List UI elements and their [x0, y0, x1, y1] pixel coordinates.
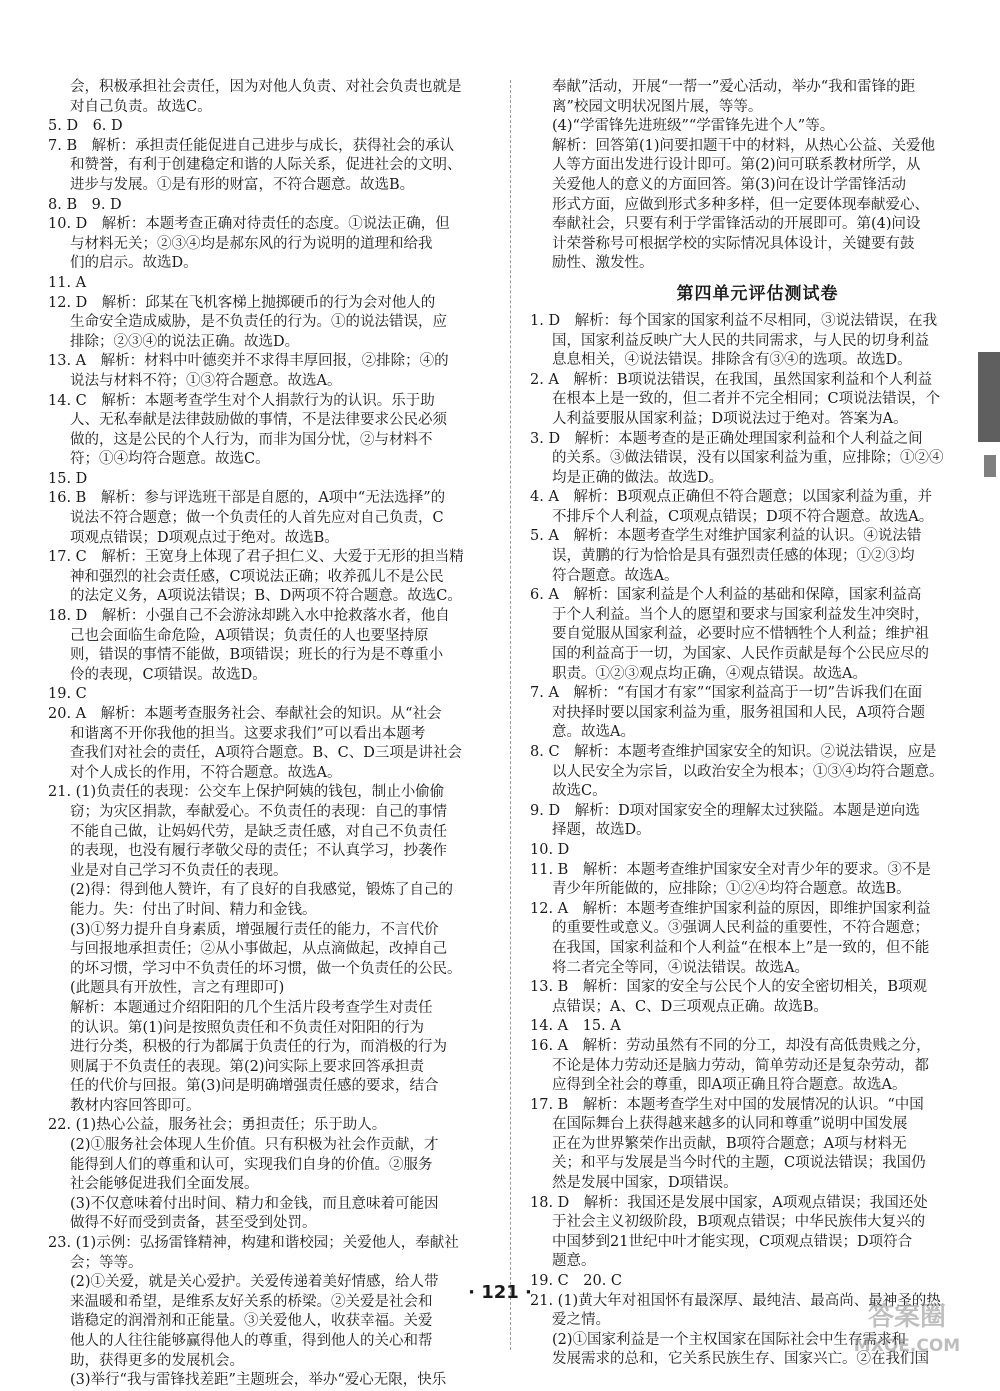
text-line: 的坏习惯，学习中不负责任的坏习惯，做一个负责任的公民。: [70, 960, 462, 977]
text-line: 会，积极承担社会责任，因为对他人负责、对社会负责也就是: [70, 79, 462, 95]
text-line: 与回报地承担责任；②从小事做起，从点滴做起，改掉自己: [70, 941, 447, 958]
text-line: 6. A 解析：国家利益是个人利益的基础和保障，国家利益高: [530, 587, 922, 604]
text-line: 进行分类，积极的行为都属于负责任的行为，而消极的行为: [70, 1039, 447, 1056]
text-line: 于社会主义初级阶段，B项观点错误；中华民族伟大复兴的: [552, 1214, 926, 1231]
text-line: 的重要性或意义。③强调人民利益的重要性，不符合题意；: [552, 920, 929, 937]
text-line: (2)①服务社会体现人生价值。只有积极为社会作贡献，才: [70, 1137, 439, 1154]
text-line: 意。故选A。: [552, 724, 635, 741]
text-line: 窃；为灾区捐款，奉献爱心。不负责任的表现：自己的事情: [70, 803, 447, 820]
text-line: 人、无私奉献是法律鼓励做的事情，不是法律要求公民必须: [70, 412, 447, 429]
text-line: 16. B 解析：参与评选班干部是自愿的，A项中“无法选择”的: [48, 490, 446, 507]
text-line: 以人民安全为宗旨，以政治安全为根本；①③④均符合题意。: [552, 763, 944, 780]
text-line: 人利益要服从国家利益；D项说法过于绝对。答案为A。: [552, 410, 908, 427]
watermark-logo: [832, 1291, 982, 1361]
text-line: 在我国，国家利益和个人利益“在根本上”是一致的，但不能: [552, 939, 930, 956]
text-line: 排除；②③④的说法正确。故选D。: [70, 333, 300, 350]
text-line: 7. B 解析：承担责任能促进自己进步与成长，获得社会的承认: [48, 137, 455, 154]
text-line: 21. (1)负责任的表现：公交车上保护阿姨的钱包，制止小偷偷: [48, 784, 445, 801]
text-line: 对自己负责。故选C。: [70, 98, 212, 115]
watermark-url: MXQE.COM: [853, 1336, 961, 1356]
text-line: 发展需求的总和，它关系民族生存、国家兴亡。②在我们国: [552, 1351, 929, 1368]
text-line: 关；和平与发展是当今时代的主题，C项说法错误；我国仍: [552, 1155, 926, 1172]
text-line: 人等方面出发进行设计即可。第(2)问可联系教材所学，从: [552, 157, 921, 174]
text-line: 励性、激发性。: [552, 255, 654, 272]
text-line: 计荣誉称号可根据学校的实际情况具体设计，关键要有鼓: [552, 235, 915, 252]
text-line: 的表现，也没有履行孝敬父母的责任；不认真学习，抄袭作: [70, 843, 447, 860]
text-line: (2)①关爱，就是关心爱护。关爱传递着美好情感，给人带: [70, 1274, 439, 1291]
text-line: 21. (1)黄大年对祖国怀有最深厚、最纯洁、最高尚、最神圣的热: [530, 1292, 941, 1309]
text-line: 伶的表现，C项错误。故选D。: [70, 666, 267, 683]
text-line: 22. (1)热心公益，服务社会；勇担责任；乐于助人。: [48, 1117, 387, 1134]
text-line: 14. C 解析：本题考查学生对个人捐款行为的认识。乐于助: [48, 392, 435, 409]
text-line: 不能自己做，让妈妈代劳，是缺乏责任感，对自己不负责任: [70, 823, 447, 840]
text-line: 的认识。第(1)问是按照负责任和不负责任对阳阳的行为: [70, 1019, 425, 1036]
text-line: 均是正确的做法。故选D。: [552, 469, 724, 486]
text-line: 12. A 解析：本题考查维护国家利益的原因，即维护国家利益: [530, 900, 931, 917]
text-line: 8. C 解析：本题考查维护国家安全的知识。②说法错误，应是: [530, 744, 937, 760]
text-line: 关爱他人的意义的方面回答。第(3)问在设计学雷锋活动: [552, 176, 907, 193]
text-line: 生命安全造成威胁，是不负责任的行为。①的说法错误，应: [70, 314, 447, 331]
text-line: (2)得：得到他人赞许，有了良好的自我感觉，锻炼了自己的: [70, 882, 454, 899]
text-line: 能力。失：付出了时间、精力和金钱。: [70, 901, 317, 918]
text-line: 1. D 解析：每个国家的国家利益不尽相同，③说法错误，在我: [530, 312, 938, 329]
text-line: 助，获得更多的发展机会。: [70, 1352, 244, 1369]
watermark-title: 答案圈: [867, 1302, 947, 1332]
text-line: (2)①国家利益是一个主权国家在国际社会中生存需求和: [552, 1331, 907, 1348]
text-line: 择题，故选D。: [552, 822, 651, 839]
text-line: 11. B 解析：本题考查维护国家安全对青少年的要求。③不是: [530, 861, 931, 878]
text-line: (此题具有开放性，言之有理即可): [70, 980, 285, 997]
text-line: 4. A 解析：B项观点正确但不符合题意；以国家利益为重，并: [530, 489, 933, 506]
text-line: 和谐离不开你我他的担当。这要求我们”可以看出本题考: [70, 725, 426, 742]
text-line: 12. D 解析：邱某在飞机客梯上抛掷硬币的行为会对他人的: [48, 294, 436, 311]
text-line: 社会能够促进我们全面发展。: [70, 1176, 259, 1193]
text-line: 爱之情。: [552, 1312, 610, 1329]
page-edge-mark: [978, 352, 1000, 442]
text-line: 神和强烈的社会责任感，C项说法正确；收养孤儿不是公民: [70, 568, 444, 585]
text-line: 17. B 解析：本题考查学生对中国的发展情况的认识。“中国: [530, 1096, 924, 1113]
text-line: 的关系。③做法错误，没有以国家利益为重，应排除；①②④: [552, 450, 944, 467]
text-line: 说法不符合题意；做一个负责任的人首先应对自己负责，C: [70, 510, 444, 527]
text-line: 不排斥个人利益，C项观点错误；D项不符合题意。故选A。: [552, 508, 934, 525]
text-line: 会；等等。: [70, 1254, 143, 1271]
column-divider: [510, 80, 511, 1350]
text-line: 的法定义务，A项说法错误；B、D两项不符合题意。故选C。: [70, 588, 462, 605]
text-line: 16. A 解析：劳动虽然有不同的分工，却没有高低贵贱之分，: [530, 1037, 931, 1054]
section-title: 第四单元评估测试卷: [676, 283, 839, 304]
text-line: (3)不仅意味着付出时间、精力和金钱，而且意味着可能因: [70, 1195, 439, 1212]
text-line: 符合题意。故选A。: [552, 567, 679, 584]
text-line: 奉献社会，只要有利于学雷锋活动的开展即可。第(4)问设: [552, 216, 921, 233]
text-line: 19. C: [48, 686, 87, 703]
text-line: 23. (1)示例：弘扬雷锋精神，构建和谐校园；关爱他人，奉献社: [48, 1235, 459, 1252]
text-line: 不论是体力劳动还是脑力劳动，简单劳动还是复杂劳动，都: [552, 1057, 929, 1074]
text-line: 误，黄鹏的行为恰恰是具有强烈责任感的体现；①②③均: [552, 548, 915, 565]
text-line: 息息相关，④说法错误。排除含有③④的选项。故选D。: [552, 352, 912, 369]
text-line: 18. D 解析：我国还是发展中国家，A项观点错误；我国还处: [530, 1194, 928, 1211]
text-line: 说法与材料不符；①③符合题意。故选A。: [70, 372, 342, 389]
text-line: 应得到全社会的尊重，即A项正确且符合题意。故选A。: [552, 1077, 907, 1094]
text-line: 查我们对社会的责任，A项符合题意。B、C、D三项是讲社会: [70, 745, 462, 762]
text-line: (3)①努力提升自身素质，增强履行责任的能力，不言代价: [70, 921, 439, 938]
text-line: 做得不好而受到责备，甚至受到处罚。: [70, 1215, 317, 1232]
text-line: 与材料无关；②③④均是郝东风的行为说明的道理和给我: [70, 235, 433, 252]
text-line: 17. C 解析：王宽身上体现了君子担仁义、大爱于无形的担当精: [48, 549, 464, 566]
text-line: 解析：本题通过介绍阳阳的几个生活片段考查学生对责任: [70, 999, 433, 1016]
text-line: 20. A 解析：本题考查服务社会、奉献社会的知识。从“社会: [48, 706, 442, 722]
text-line: 谐稳定的润滑剂和正能量。③关爱他人，收获幸福。关爱: [70, 1313, 433, 1330]
text-line: 然是发展中国家，D项错误。: [552, 1175, 738, 1192]
text-line: 中国梦到21世纪中叶才能实现，C项观点错误；D项符合: [552, 1233, 913, 1250]
text-line: 业是对自己学习不负责任的表现。: [70, 862, 288, 879]
text-line: 18. D 解析：小强自己不会游泳却跳入水中抢救落水者，他自: [48, 608, 450, 625]
text-line: 故选C。: [552, 783, 607, 800]
text-line: 符；①④均符合题意。故选C。: [70, 451, 270, 468]
text-line: 和赞誉，有利于创建稳定和谐的人际关系，促进社会的文明、: [70, 157, 462, 174]
text-line: 5. A 解析：本题考查学生对维护国家利益的认识。④说法错: [530, 528, 922, 545]
text-line: 对抉择时要以国家利益为重，服务祖国和人民，A项符合题: [552, 704, 925, 721]
text-line: 题意。: [552, 1253, 596, 1270]
text-line: 对个人成长的作用，不符合题意。故选A。: [70, 764, 342, 781]
text-line: 来温暖和希望，是维系友好关系的桥梁。②关爱是社会和: [70, 1293, 433, 1310]
text-line: 他人的人往往能够赢得他人的尊重，得到他人的关心和帮: [70, 1333, 433, 1349]
right-column: [530, 78, 985, 1370]
text-line: 正在为世界繁荣作出贡献，B项符合题意；A项与材料无: [552, 1135, 907, 1152]
text-line: 将二者完全等同，④说法错误。故选A。: [552, 959, 809, 976]
text-line: 3. D 解析：本题考查的是正确处理国家利益和个人利益之间: [530, 430, 923, 447]
text-line: 点错误；A、C、D三项观点正确。故选B。: [552, 998, 828, 1015]
text-line: 能得到人们的尊重和认可，实现我们自身的价值。②服务: [70, 1156, 433, 1173]
text-line: 则属于不负责任的表现。第(2)问实际上要求回答承担责: [70, 1058, 425, 1075]
text-line: 职责。①②③观点均正确，④观点错误。故选A。: [552, 665, 867, 682]
text-line: 己也会面临生命危险，A项错误；负责任的人也要坚持原: [70, 627, 429, 644]
text-line: 在根本上是一致的，但二者并不完全相同；C项说法错误，个: [552, 391, 941, 408]
continued-answer-block: [530, 78, 985, 274]
text-line: 项观点错误；D项观点过于绝对。故选B。: [70, 529, 339, 546]
text-line: 7. A 解析：“有国才有家”“国家利益高于一切”告诉我们在面: [530, 685, 923, 702]
text-line: 9. D 解析：D项对国家安全的理解太过狭隘。本题是逆向选: [530, 802, 920, 819]
text-line: (3)举行“我与雷锋找差距”主题班会，举办“爱心无限，快乐: [70, 1372, 447, 1389]
text-line: 19. C 20. C: [530, 1273, 623, 1290]
text-line: 任的代价与回报。第(3)问是明确增强责任感的要求，结合: [70, 1078, 439, 1095]
text-line: 5. D 6. D: [48, 118, 123, 135]
page-number: · 121 ·: [468, 1282, 532, 1303]
text-line: 进步与发展。①是有形的财富，不符合题意。故选B。: [70, 176, 415, 193]
text-line: 要自觉服从国家利益，必要时应不惜牺牲个人利益；维护祖: [552, 626, 929, 643]
unit-four-answers: [530, 312, 985, 1370]
page-edge-mark-small: [984, 455, 996, 477]
text-line: 15. D: [48, 470, 88, 487]
left-column: [48, 78, 503, 1391]
text-line: 于个人利益。当个人的愿望和要求与国家利益发生冲突时，: [552, 606, 929, 623]
text-line: 形式方面，应做到形式多种多样，但一定要体现奉献爱心、: [552, 196, 929, 213]
text-line: 11. A: [48, 274, 87, 291]
text-line: 10. D: [530, 841, 570, 858]
text-line: 在国际舞台上获得越来越多的认同和尊重”说明中国发展: [552, 1116, 908, 1133]
text-line: 13. B 解析：国家的安全与公民个人的安全密切相关，B项观: [530, 979, 927, 996]
text-line: 教材内容回答即可。: [70, 1097, 201, 1114]
text-line: 离”校园文明状况图片展，等等。: [552, 98, 763, 115]
text-line: 青少年所能做的，应排除；①②④均符合题意。故选B。: [552, 881, 911, 898]
text-line: 国，国家利益反映广大人民的共同需求，与人民的切身利益: [552, 332, 929, 349]
text-line: 10. D 解析：本题考查正确对待责任的态度。①说法正确，但: [48, 216, 450, 233]
text-line: 14. A 15. A: [530, 1018, 621, 1035]
text-line: 们的启示。故选D。: [70, 255, 198, 272]
text-line: 国的利益高于一切，为国家、人民作贡献是每个公民应尽的: [552, 646, 929, 663]
text-line: 13. A 解析：材料中叶德奕并不求得丰厚回报，②排除；④的: [48, 353, 449, 370]
text-line: (4)“学雷锋先进班级”“学雷锋先进个人”等。: [552, 118, 835, 135]
text-line: 则，错误的事情不能做，B项错误；班长的行为是不尊重小: [70, 647, 444, 664]
text-line: 8. B 9. D: [48, 196, 122, 213]
text-line: 奉献”活动，开展“一帮一”爱心活动，举办“我和雷锋的距: [552, 79, 916, 95]
text-line: 2. A 解析：B项说法错误，在我国，虽然国家利益和个人利益: [530, 371, 933, 388]
text-line: 解析：回答第(1)问要扣题干中的材料，从热心公益、关爱他: [552, 137, 936, 154]
text-line: 做的，这是公民的个人行为，而非为国分忧，②与材料不: [70, 431, 433, 448]
